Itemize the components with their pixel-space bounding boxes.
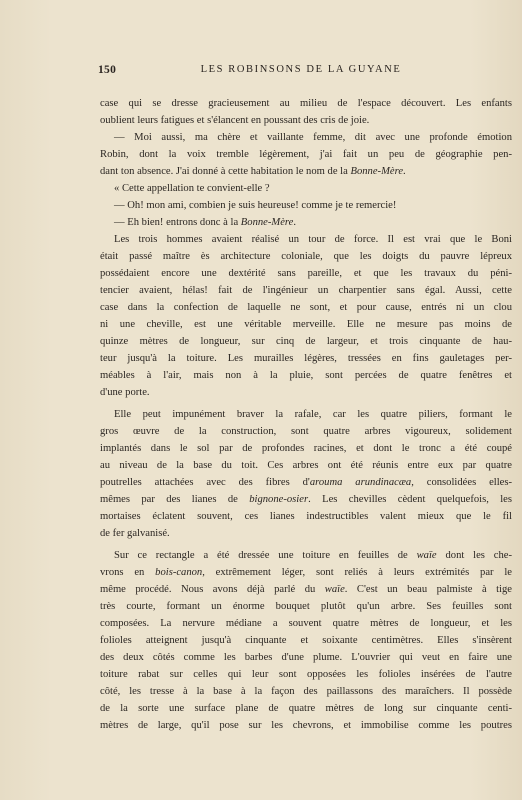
text-line: Robin, dont la voix tremble légèrement, j'ai fait un peu de géographie pen-: [100, 149, 512, 160]
text-line: de la sorte une surface plane de quatre mètres de long sur cinquante centi-: [100, 703, 512, 714]
page-header: [98, 64, 504, 78]
text-line: ni une cheville, est une véritable merveille. Elle ne mesure pas moins de: [100, 319, 512, 330]
body-text: [100, 95, 512, 734]
text-line: teur jusqu'à la toiture. Les murailles légères, tressées en fins gauletages per-: [100, 353, 512, 364]
text-line: côté, les tresse à la base à la façon des paillassons des maraîchers. Il possède: [100, 686, 512, 697]
text-line: — Moi aussi, ma chère et vaillante femme, dit avec une profonde émotion: [114, 132, 512, 143]
text-line: — Oh! mon ami, combien je suis heureuse! comme je te remercie!: [114, 200, 397, 211]
page-number: 150: [98, 64, 117, 76]
text-line: poutrelles attachées avec des fibres d'arouma arundinacæa, consolidées elles-: [100, 477, 512, 488]
text-line: était passé maître ès architecture coloniale, que les doigts du pauvre lépreux: [100, 251, 512, 262]
text-line: même procédé. Nous avons déjà parlé du waïe. C'est un beau palmiste à tige: [100, 584, 512, 595]
text-line: composées. La nervure médiane a souvent quatre mètres de longueur, et les: [100, 618, 512, 629]
text-line: vrons en bois-canon, extrêmement léger, sont reliés à leurs extrémités par le: [100, 567, 512, 578]
text-line: très courte, formant un énorme bouquet plutôt qu'un arbre. Ses feuilles sont: [100, 601, 512, 612]
running-title: LES ROBINSONS DE LA GUYANE: [200, 64, 402, 75]
text-line: « Cette appellation te convient-elle ?: [114, 183, 270, 194]
text-line: — Eh bien! entrons donc à la Bonne-Mère.: [114, 217, 297, 228]
text-line: case dans la confection de laquelle ne sont, et pour cause, entrés ni un clou: [100, 302, 512, 313]
text-line: quinze mètres de longueur, sur cinq de largeur, et trois cinquante de hau-: [100, 336, 512, 347]
text-line: des deux côtés comme les barbes d'une plume. L'ouvrier qui veut en faire une: [100, 652, 512, 663]
text-line: gros œuvre de la construction, sont quatre arbres vigoureux, solidement: [100, 426, 512, 437]
text-line: oublient leurs fatigues et s'élancent en poussant des cris de joie.: [100, 115, 370, 126]
text-line: case qui se dresse gracieusement au milieu de l'espace découvert. Les enfants: [100, 98, 512, 109]
text-line: mêmes par des lianes de bignone-osier. Les chevilles cèdent quelquefois, les: [100, 494, 512, 505]
text-line: tencier avaient, hélas! fait de l'ingénieur un charpentier sans égal. Aussi, cette: [100, 285, 512, 296]
text-line: de fer galvanisé.: [100, 528, 170, 539]
text-line: méables à l'air, mais non à la pluie, sont percées de quatre fenêtres et: [100, 370, 512, 381]
text-line: toiture rabat sur celles qui leur sont opposées les folioles insérées de l'autre: [100, 669, 512, 680]
text-line: au niveau de la base du toit. Ces arbres ont été réunis entre eux par quatre: [100, 460, 512, 471]
text-line: dant ton absence. J'ai donné à cette habitation le nom de la Bonne-Mère.: [100, 166, 406, 177]
text-line: Sur ce rectangle a été dressée une toiture en feuilles de waïe dont les che-: [114, 550, 512, 561]
text-line: possédaient encore une dextérité sans pareille, et que les travaux du péni-: [100, 268, 512, 279]
text-line: mètres de large, qu'il pose sur les chevrons, et immobilise comme les poutres: [100, 720, 512, 731]
text-line: d'une porte.: [100, 387, 150, 398]
text-line: Les trois hommes avaient réalisé un tour de force. Il est vrai que le Boni: [114, 234, 512, 245]
text-line: mortaises éclatent souvent, ces lianes indestructibles valent mieux que le fil: [100, 511, 512, 522]
text-line: folioles atteignent jusqu'à cinquante et soixante centimètres. Elles s'insèrent: [100, 635, 512, 646]
text-line: Elle peut impunément braver la rafale, car les quatre piliers, formant le: [114, 409, 512, 420]
text-line: implantés dans le sol par de profondes racines, et dont le tronc a été coupé: [100, 443, 512, 454]
